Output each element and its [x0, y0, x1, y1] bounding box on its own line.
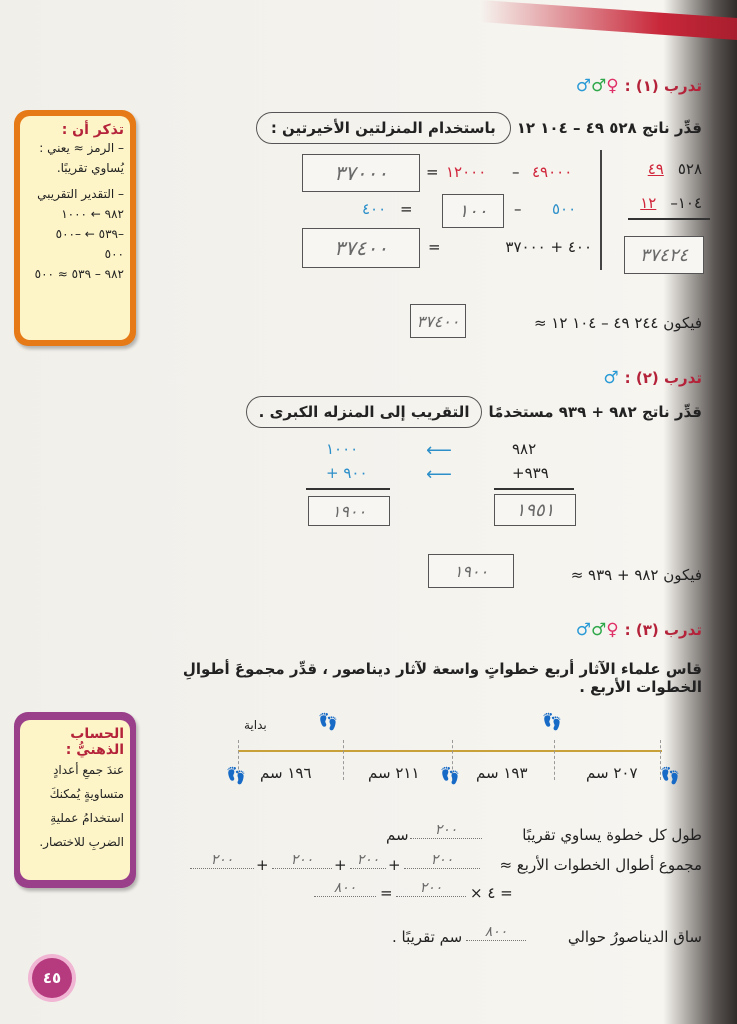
ex1-row1-answer: ٣٧٠٠٠	[302, 154, 420, 192]
vc-r1-red: ٤٩	[647, 160, 664, 178]
ex2-right-r2: +٩٣٩	[512, 464, 549, 482]
ex1-conclusion: فيكون ٢٤٤ ٤٩ – ١٠٤ ١٢ ≈	[533, 314, 702, 332]
segment-2: ٢١١ سم	[368, 764, 420, 782]
ex2-right-r1: ٩٨٢	[512, 440, 537, 458]
ex3-line2: مجموع أطوال الخطوات الأربع ≈	[499, 856, 702, 874]
footprint-icon: 👣	[318, 712, 338, 731]
sidebar-remember-l1: – الرمز ≈ يعني :	[39, 141, 124, 155]
exercise-3-title: تدرب (٣) :	[624, 621, 702, 639]
ex3-line2-v1: ٢٠٠	[404, 852, 480, 869]
ex1-row1-eq: =	[426, 163, 439, 181]
ex2-conclusion: فيكون ٩٨٢ + ٩٣٩ ≈	[570, 566, 702, 584]
people-icon: ♀♂♂	[575, 620, 619, 640]
sidebar-mental-math-l1: عندَ جمعِ أعدادٍ	[53, 763, 124, 777]
column-divider	[600, 150, 602, 270]
exercise-1-question	[256, 112, 702, 144]
ex1-row2-answer: ١٠٠	[442, 194, 504, 228]
ex1-conclusion-answer: ٣٧٤٠٠	[410, 304, 466, 338]
ex3-plus-1: +	[388, 856, 401, 874]
exercise-3-header	[576, 620, 702, 640]
ex3-line4: ساق الديناصورُ حوالي	[567, 928, 702, 946]
ex3-plus-3: +	[256, 856, 269, 874]
ex2-left-rule	[306, 488, 390, 490]
footstep-line	[238, 750, 662, 752]
exercise-1-title: تدرب (١) :	[624, 77, 702, 95]
ex3-line2-v4: ٢٠٠	[190, 852, 254, 869]
exercise-1-question-text: قدِّر ناتج ٥٢٨ ٤٩ – ١٠٤ ١٢	[516, 119, 702, 137]
sidebar-remember-l3: – التقدير التقريبي	[37, 187, 124, 201]
tick-1	[343, 740, 345, 780]
left-arrow-icon: ⟵	[426, 440, 452, 461]
sidebar-remember-l2: يُساوي تقريبًا.	[56, 161, 124, 175]
page-number: ٤٥	[32, 958, 72, 998]
vc-r1: ٥٢٨	[677, 160, 702, 178]
ex1-row1-minus: –	[512, 163, 520, 181]
ex1-row2-eq: =	[400, 200, 413, 218]
ex3-line4-post: سم تقريبًا .	[392, 928, 463, 946]
ex3-plus-2: +	[334, 856, 347, 874]
sidebar-remember-l5: –٥٣٩ ← –٥٠٠	[55, 227, 124, 241]
exercise-2-header	[603, 368, 702, 388]
ex3-line2-v2: ٢٠٠	[350, 852, 386, 869]
ex1-row3-answer: ٣٧٤٠٠	[302, 228, 420, 268]
sidebar-mental-math-inner	[20, 720, 130, 880]
footprint-icon: 👣	[660, 766, 680, 785]
exercise-2-title: تدرب (٢) :	[624, 369, 702, 387]
ex3-line4-value: ٨٠٠	[466, 924, 526, 941]
ex3-line3-eq: =	[380, 884, 393, 902]
ex2-left-answer: ١٩٠٠	[308, 496, 390, 526]
footprint-icon: 👣	[226, 766, 246, 785]
vc-answer-box: ٣٧٤٢٤	[624, 236, 704, 274]
sidebar-mental-math-l2: متساويةٍ يُمكنكَ	[49, 787, 124, 801]
top-decoration	[480, 0, 737, 40]
ex1-row2-minus: –	[514, 200, 522, 218]
people-icon: ♀♂♂	[575, 76, 619, 96]
segment-3: ١٩٣ سم	[476, 764, 528, 782]
footprint-icon: 👣	[440, 766, 460, 785]
ex2-right-rule	[494, 488, 574, 490]
footprint-icon: 👣	[542, 712, 562, 731]
sidebar-remember-l4: ٩٨٢ ← ١٠٠٠	[61, 207, 124, 221]
ex1-row1-a: ٤٩٠٠٠	[532, 163, 573, 181]
ex3-line3-b: ٨٠٠	[314, 880, 376, 897]
ex1-row2-a: ٥٠٠	[552, 200, 577, 218]
ex2-left-r2: + ٩٠٠	[326, 464, 368, 482]
ex1-row3-expr: ٤٠٠ + ٣٧٠٠٠	[505, 238, 592, 256]
exercise-1-header	[576, 76, 702, 96]
start-label: بداية	[244, 718, 267, 732]
left-arrow-icon: ⟵	[426, 464, 452, 485]
sidebar-mental-math-title: الحساب الذهنيُّ :	[65, 726, 124, 758]
person-icon: ♂	[603, 368, 619, 388]
ex3-line2-v3: ٢٠٠	[272, 852, 332, 869]
sidebar-remember-l7: ٩٨٢ – ٥٣٩ ≈ ٥٠٠	[34, 267, 124, 281]
exercise-1-question-circled: باستخدام المنزلتين الأخيرتين :	[256, 112, 511, 144]
sidebar-remember-l6: ٥٠٠	[104, 247, 124, 261]
vc-r2: ١٠٤–	[670, 194, 702, 212]
exercise-3-question: قاس علماء الآثار أربع خطواتٍ واسعة لآثار ديناصور ، قدِّر مجموعَ أطوالِ الخطوات الأربع .	[182, 660, 702, 696]
vc-r2-red: ١٢	[640, 194, 657, 212]
exercise-2-question-circled: التقريب إلى المنزله الكبرى .	[246, 396, 483, 428]
sidebar-mental-math-l4: الضربِ للاختصار.	[39, 835, 124, 849]
vc-rule	[628, 218, 710, 220]
ex1-row1-b: ١٢٠٠٠	[446, 163, 487, 181]
ex3-line3-times: × ٤ =	[470, 884, 513, 902]
exercise-2-question	[246, 396, 702, 428]
ex1-row2-result: ٤٠٠	[362, 200, 387, 218]
segment-1: ١٩٦ سم	[260, 764, 312, 782]
ex3-line1-unit: سم	[386, 826, 409, 844]
sidebar-remember-inner	[20, 116, 130, 340]
segment-4: ٢٠٧ سم	[586, 764, 638, 782]
ex2-right-answer: ١٩٥١	[494, 494, 576, 526]
ex3-line3-a: ٢٠٠	[396, 880, 466, 897]
exercise-2-question-text: قدِّر ناتج ٩٨٢ + ٩٣٩ مستخدمًا	[488, 403, 702, 421]
tick-3	[554, 740, 556, 780]
sidebar-mental-math-l3: استخدامُ عمليةِ	[50, 811, 124, 825]
sidebar-mental-math	[14, 712, 136, 888]
ex2-left-r1: ١٠٠٠	[326, 440, 359, 458]
ex1-row3-eq: =	[428, 238, 441, 256]
vertical-subtraction	[607, 160, 702, 212]
ex3-line1: طول كل خطوة يساوي تقريبًا	[522, 826, 702, 844]
ex2-conclusion-answer: ١٩٠٠	[428, 554, 514, 588]
ex3-line1-value: ٢٠٠	[410, 822, 482, 839]
sidebar-remember	[14, 110, 136, 346]
sidebar-remember-title: تذكر أن :	[61, 122, 124, 138]
